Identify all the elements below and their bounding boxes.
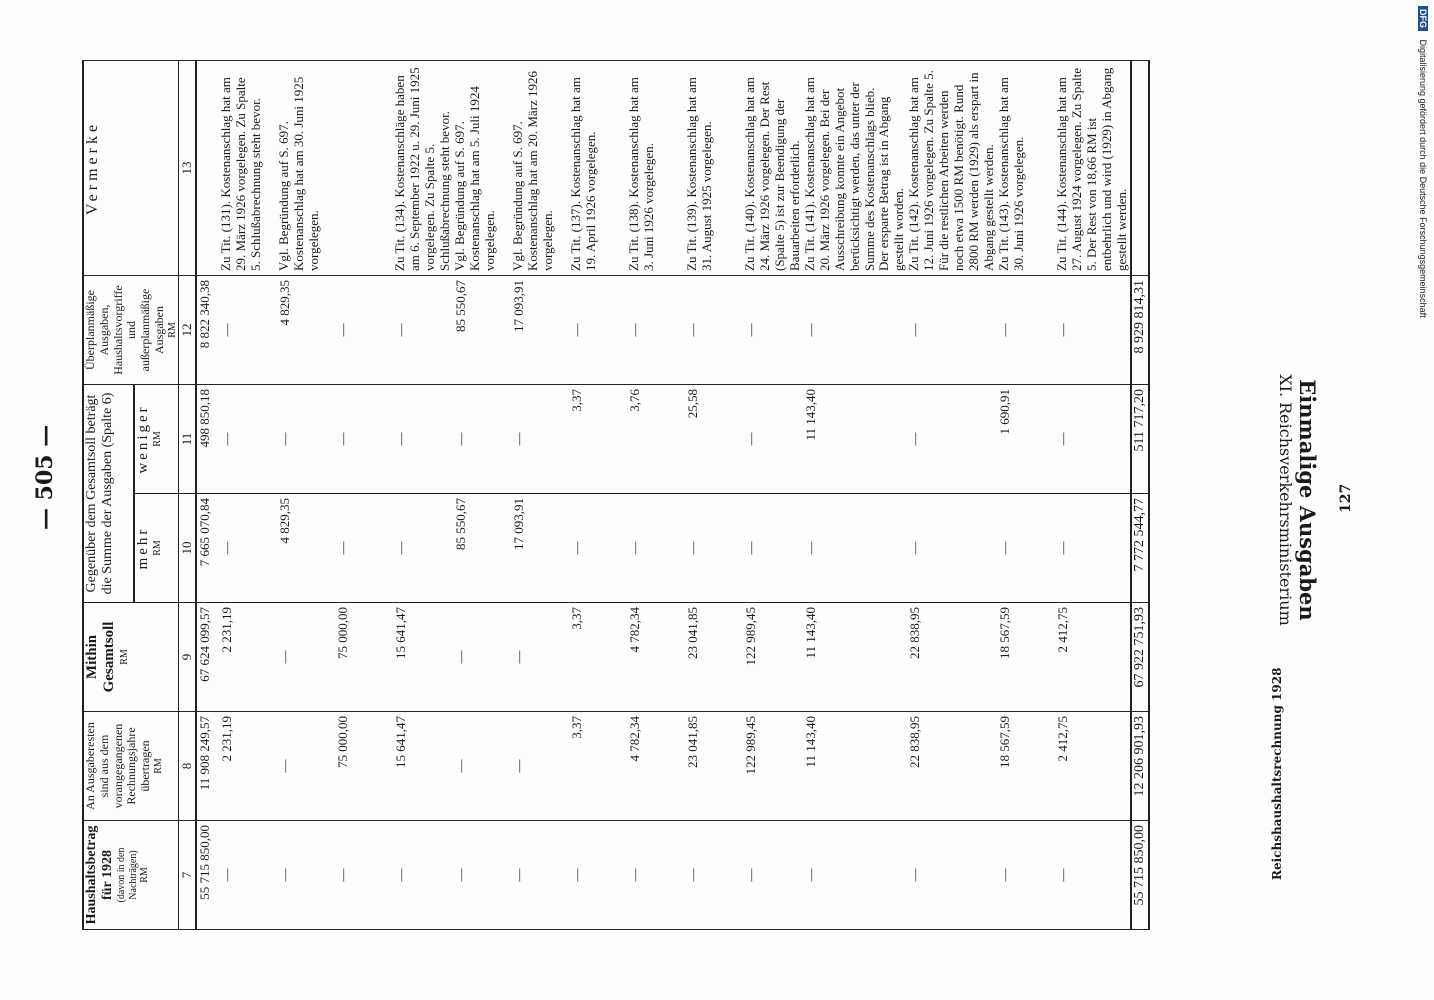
cell-c8: 11 143,40	[803, 712, 908, 821]
cell-c9: 4 782,34	[627, 603, 685, 712]
column-number-row: 7 8 9 10 11 12 13	[179, 61, 197, 930]
table-row	[1055, 61, 1131, 930]
cell-c10: —	[743, 494, 803, 603]
cell-c8: 122 989,45	[743, 712, 803, 821]
cell-c13: Zu Tit. (143). Kostenanschlag hat am 30. Juni 1926 vorgelegen.	[997, 61, 1055, 276]
cell-c8: 75 000,00	[335, 712, 393, 821]
col-header-7: Haushaltsbetrag für 1928 (davon in den Nachträgen) RM	[83, 821, 179, 930]
table-row	[453, 61, 511, 930]
cell-c10: —	[335, 494, 393, 603]
cell-c13: Vgl. Begründung auf S. 697. Kostenanschlag hat am 20. März 1926 vorgelegen.	[511, 61, 569, 276]
cell-c8: 11 908 249,57	[196, 712, 219, 821]
cell-c11: 11 143,40	[803, 385, 908, 494]
cell-c11: —	[219, 385, 277, 494]
table-row	[569, 61, 627, 930]
cell-c9: 15 641,47	[393, 603, 453, 712]
dfg-badge: DFG	[1418, 6, 1428, 31]
cell-c12: 4 829,35	[277, 276, 335, 385]
cell-c8: 18 567,59	[997, 712, 1055, 821]
total-c9: 67 922 751,93	[1131, 603, 1149, 712]
cell-c13: Zu Tit. (138). Kostenanschlag hat am 3. Juni 1926 vorgelegen.	[627, 61, 685, 276]
cell-c9: 122 989,45	[743, 603, 803, 712]
cell-c12: —	[335, 276, 393, 385]
cell-c8: —	[277, 712, 335, 821]
cell-c7: —	[511, 821, 569, 930]
cell-c7: —	[997, 821, 1055, 930]
cell-c8: —	[511, 712, 569, 821]
cell-c9: 3,37	[569, 603, 627, 712]
cell-c12: 8 822 340,38	[196, 276, 219, 385]
cell-c11: —	[511, 385, 569, 494]
cell-c9: 75 000,00	[335, 603, 393, 712]
cell-c13: Zu Tit. (134). Kostenanschläge haben am 6. September 1922 u. 29. Juni 1925 vorgelegen. Zu Spalte 5. Schlußabrechnung steht bevor.	[393, 61, 453, 276]
cell-c11: —	[907, 385, 997, 494]
cell-c13: Zu Tit. (139). Kostenanschlag hat am 31. August 1925 vorgelegen.	[685, 61, 743, 276]
col-header-9: Mithin Gesamtsoll RM	[83, 603, 179, 712]
ledger-table	[82, 60, 1150, 930]
cell-c10: —	[803, 494, 908, 603]
cell-c12: —	[1055, 276, 1131, 385]
table-row	[511, 61, 569, 930]
cell-c10: 7 665 070,84	[196, 494, 219, 603]
cell-c9: —	[453, 603, 511, 712]
cell-c12: —	[743, 276, 803, 385]
cell-c8: 2 231,19	[219, 712, 277, 821]
cell-c10: 17 093,91	[511, 494, 569, 603]
col-header-8: An Ausgaberesten sind aus dem vorangegangenen Rechnungsjahre übertragen RM	[83, 712, 179, 821]
cell-c11: —	[743, 385, 803, 494]
table-row	[393, 61, 453, 930]
cell-c11: 1 690,91	[997, 385, 1055, 494]
cell-c12: 85 550,67	[453, 276, 511, 385]
table-row	[743, 61, 803, 930]
cell-c7: —	[685, 821, 743, 930]
table-row	[907, 61, 997, 930]
cell-c7: —	[393, 821, 453, 930]
cell-c7: —	[219, 821, 277, 930]
table-row	[277, 61, 335, 930]
section-heading: Einmalige Ausgaben	[1295, 379, 1320, 621]
cell-c9: —	[511, 603, 569, 712]
cell-c12: 17 093,91	[511, 276, 569, 385]
col-header-group-10-11: Gegenüber dem Gesamtsoll beträgt die Summe der Ausgaben (Spalte 6)	[83, 385, 134, 603]
cell-c9: 67 624 099,57	[196, 603, 219, 712]
total-c11: 511 717,20	[1131, 385, 1149, 494]
total-c10: 7 772 544,77	[1131, 494, 1149, 603]
totals-row	[1131, 61, 1149, 930]
cell-c8: 3,37	[569, 712, 627, 821]
dfg-credit	[1418, 6, 1428, 318]
cell-c13: Zu Tit. (137). Kostenanschlag hat am 19. April 1926 vorgelegen.	[569, 61, 627, 276]
col-header-12: Überplanmäßige Ausgaben, Haushaltsvorgriffe und außerplanmäßige Ausgaben RM	[83, 276, 179, 385]
cell-c13	[196, 61, 219, 276]
cell-c7: 55 715 850,00	[196, 821, 219, 930]
cell-c7: —	[627, 821, 685, 930]
cell-c8: 23 041,85	[685, 712, 743, 821]
table-row	[803, 61, 908, 930]
table-row	[196, 61, 219, 930]
cell-c13: Zu Tit. (141). Kostenanschlag hat am 20. März 1926 vorgelegen. Bei der Ausschreibung konnte ein Angebot berücksichtigt werden, das unter der Summe des Kostenanschlags blieb. Der ersparte Betrag ist in Abgang gestellt worden.	[803, 61, 908, 276]
cell-c10: —	[219, 494, 277, 603]
section-heading-block	[1276, 374, 1320, 626]
total-c12: 8 929 814,31	[1131, 276, 1149, 385]
footer-page-number: 127	[1338, 483, 1354, 513]
cell-c8: 22 838,95	[907, 712, 997, 821]
cell-c11: —	[393, 385, 453, 494]
ledger-body	[196, 61, 1148, 930]
cell-c10: —	[627, 494, 685, 603]
cell-c7: —	[277, 821, 335, 930]
col-header-13: Vermerke	[83, 61, 179, 276]
footer-left-label: Reichshaushaltsrechnung 1928	[1270, 667, 1284, 880]
cell-c7: —	[743, 821, 803, 930]
cell-c8: —	[453, 712, 511, 821]
table-row	[627, 61, 685, 930]
ministry-title: XI. Reichsverkehrsministerium	[1276, 374, 1295, 626]
cell-c8: 15 641,47	[393, 712, 453, 821]
cell-c12: —	[627, 276, 685, 385]
cell-c12: —	[685, 276, 743, 385]
cell-c9: 2 231,19	[219, 603, 277, 712]
table-row	[685, 61, 743, 930]
cell-c13: Zu Tit. (144). Kostenanschlag hat am 27. August 1924 vorgelegen. Zu Spalte 5. Der Rest von 18,66 RM ist entbehrlich und wird (1929) in Abgang gestellt werden.	[1055, 61, 1131, 276]
cell-c7: —	[907, 821, 997, 930]
cell-c13: Zu Tit. (140). Kostenanschlag hat am 24. März 1926 vorgelegen. Der Rest (Spalte 5) ist zur Beendigung der Bauarbeiten erforderlich.	[743, 61, 803, 276]
cell-c11: —	[1055, 385, 1131, 494]
cell-c8: 2 412,75	[1055, 712, 1131, 821]
cell-c7: —	[1055, 821, 1131, 930]
cell-c10: —	[393, 494, 453, 603]
cell-c10: —	[569, 494, 627, 603]
table-row	[219, 61, 277, 930]
total-remarks-empty	[1131, 61, 1149, 276]
cell-c13	[335, 61, 393, 276]
total-c7: 55 715 850,00	[1131, 821, 1149, 930]
cell-c9: 2 412,75	[1055, 603, 1131, 712]
cell-c8: 4 782,34	[627, 712, 685, 821]
cell-c10: 4 829,35	[277, 494, 335, 603]
cell-c11: 3,76	[627, 385, 685, 494]
cell-c12: —	[219, 276, 277, 385]
cell-c9: —	[277, 603, 335, 712]
cell-c12: —	[393, 276, 453, 385]
cell-c13: Zu Tit. (142). Kostenanschlag hat am 12. Juni 1926 vorgelegen. Zu Spalte 5. Für die restlichen Arbeiten werden noch etwa 1500 RM benötigt. Rund 2800 RM werden (1929) als erspart in Abgang gestellt werden.	[907, 61, 997, 276]
cell-c11: 3,37	[569, 385, 627, 494]
right-header	[1360, 0, 1420, 1000]
cell-c10: —	[997, 494, 1055, 603]
cell-c9: 22 838,95	[907, 603, 997, 712]
cell-c12: —	[569, 276, 627, 385]
total-c8: 12 206 901,93	[1131, 712, 1149, 821]
cell-c11: —	[277, 385, 335, 494]
cell-c12: —	[997, 276, 1055, 385]
cell-c7: —	[335, 821, 393, 930]
cell-c12: —	[907, 276, 997, 385]
cell-c13: Zu Tit. (131). Kostenanschlag hat am 29. März 1926 vorgelegen. Zu Spalte 5. Schlußabrechnung steht bevor.	[219, 61, 277, 276]
table-row	[335, 61, 393, 930]
cell-c7: —	[569, 821, 627, 930]
cell-c7: —	[453, 821, 511, 930]
dfg-credit-text: Digitalisierung gefördert durch die Deutsche Forschungsgemeinschaft	[1418, 39, 1428, 318]
cell-c10: 85 550,67	[453, 494, 511, 603]
cell-c9: 18 567,59	[997, 603, 1055, 712]
cell-c9: 23 041,85	[685, 603, 743, 712]
cell-c11: 25,58	[685, 385, 743, 494]
cell-c13: Vgl. Begründung auf S. 697. Kostenanschlag hat am 5. Juli 1924 vorgelegen.	[453, 61, 511, 276]
cell-c7: —	[803, 821, 908, 930]
cell-c10: —	[907, 494, 997, 603]
cell-c11: 498 850,18	[196, 385, 219, 494]
page-number: — 505 —	[32, 424, 58, 530]
cell-c12: —	[803, 276, 908, 385]
col-header-10: mehr RM	[134, 494, 179, 603]
col-header-11: weniger RM	[134, 385, 179, 494]
table-row	[997, 61, 1055, 930]
cell-c11: —	[453, 385, 511, 494]
cell-c11: —	[335, 385, 393, 494]
cell-c13: Vgl. Begründung auf S. 697. Kostenanschlag hat am 30. Juni 1925 vorgelegen.	[277, 61, 335, 276]
cell-c10: —	[1055, 494, 1131, 603]
cell-c9: 11 143,40	[803, 603, 908, 712]
cell-c10: —	[685, 494, 743, 603]
